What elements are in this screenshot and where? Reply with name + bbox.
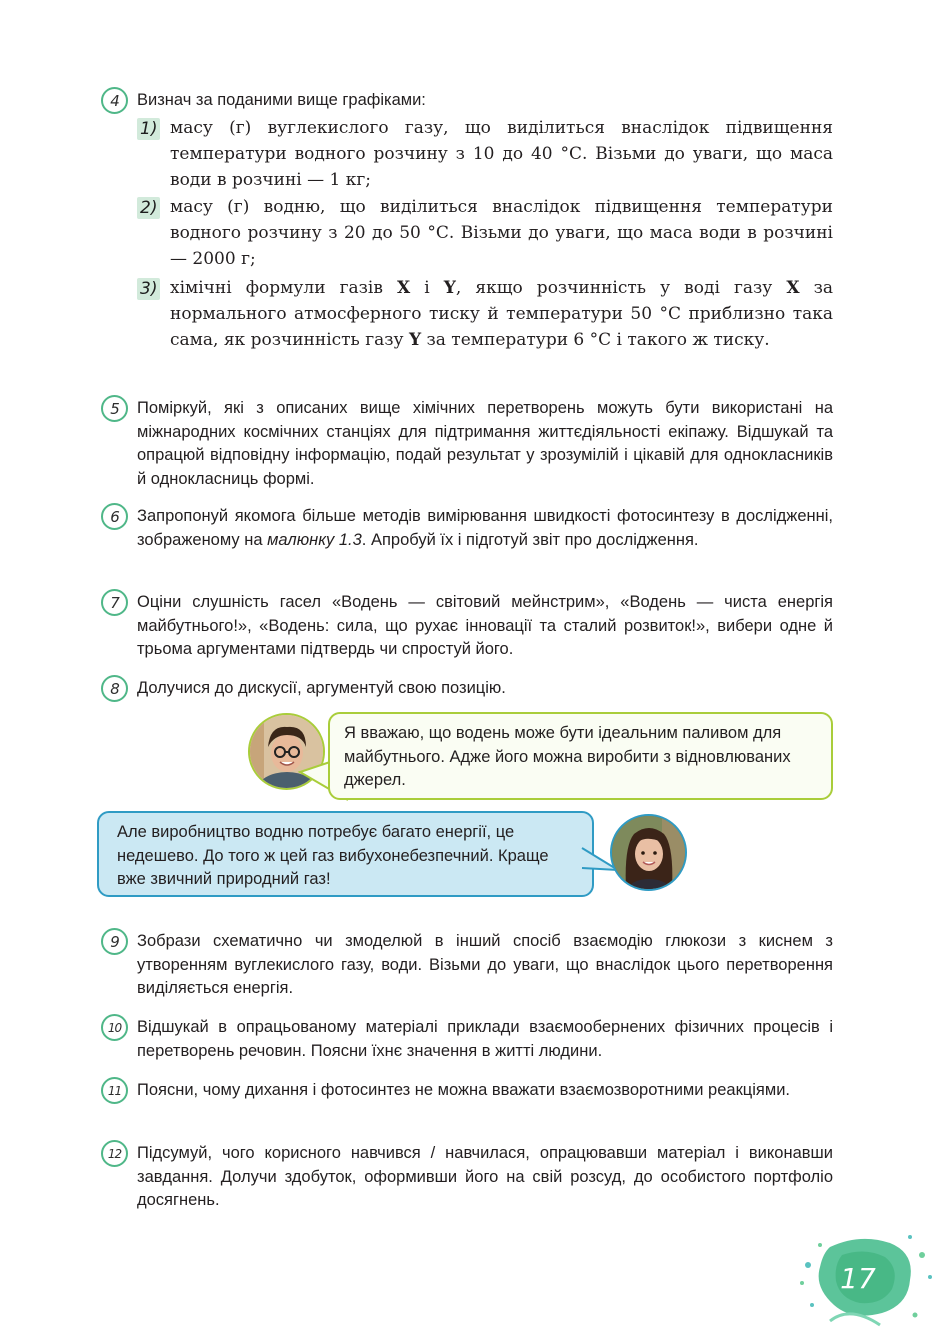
task-number-4: 4 xyxy=(101,87,128,114)
subtask-3-part: і xyxy=(410,278,444,298)
girl-avatar xyxy=(610,814,687,891)
subtask-1-text: масу (г) вуглекислого газу, що виділиться внаслідок підвищення температури водного розчину з 10 до 40 °С. Візьми до уваги, що маса води в розчині — 1 кг; xyxy=(170,118,833,190)
task-number-7: 7 xyxy=(101,589,128,616)
girl-portrait-icon xyxy=(612,816,685,889)
subtask-2-label: 2) xyxy=(137,197,160,219)
subtask-1-label: 1) xyxy=(137,118,160,140)
boy-speech-bubble: Я вважаю, що водень може бути ідеальним паливом для майбутнього. Адже його можна виробити з відновлюваних джерел. xyxy=(328,712,833,800)
subtask-2-text: масу (г) водню, що виділиться внаслідок підвищення температури водного розчину з 20 до 50 °С. Візьми до уваги, що маса води в розчині — 2000 г; xyxy=(170,197,833,269)
task-8-text: Долучися до дискусії, аргументуй свою позицію. xyxy=(137,679,506,697)
task-12-text: Підсумуй, чого корисного навчився / навчилася, опрацювавши матеріал і виконавши завдання. Долучи здобуток, оформивши його на свій розсуд, до особистого портфоліо досягнень. xyxy=(137,1144,833,1209)
gas-y: Y xyxy=(443,278,456,298)
subtask-3-label: 3) xyxy=(137,278,160,300)
gas-y: Y xyxy=(408,330,422,350)
task-number-5: 5 xyxy=(101,395,128,422)
task-number-11: 11 xyxy=(101,1077,128,1104)
subtask-3-part: за температури 6 °С і такого ж тиску. xyxy=(421,330,770,350)
task-11-text: Поясни, чому дихання і фотосинтез не можна вважати взаємозворотними реакціями. xyxy=(137,1081,790,1099)
task-10-text: Відшукай в опрацьованому матеріалі приклади взаємообернених фізичних процесів і перетворень речовин. Поясни їхнє значення в житті людини. xyxy=(137,1018,833,1060)
task-number-12: 12 xyxy=(101,1140,128,1167)
task-4-text: Визнач за поданими вище графіками: xyxy=(137,91,426,109)
subtask-3-part: хімічні формули газів xyxy=(170,278,397,298)
task-number-10: 10 xyxy=(101,1014,128,1041)
page-number: 17 xyxy=(840,1261,876,1295)
figure-reference: малюнку 1.3 xyxy=(267,530,362,549)
task-number-8: 8 xyxy=(101,675,128,702)
gas-x: X xyxy=(786,278,800,298)
task-6-text xyxy=(137,505,833,552)
girl-speech-bubble: Але виробництво водню потребує багато енергії, це недешево. До того ж цей газ вибухонебезпечний. Краще вже звичний природний газ! xyxy=(97,811,594,897)
task-6-part: . Апробуй їх і підготуй звіт про дослідження. xyxy=(361,530,699,549)
task-9-text: Зобрази схематично чи змоделюй в інший спосіб взаємодію глюкози з киснем з утворенням вуглекислого газу, води. Візьми до уваги, що внаслідок цього перетворення виділяється енергія. xyxy=(137,932,833,997)
subtask-3-part: , якщо розчинність у воді газу xyxy=(455,278,787,298)
task-7-text: Оціни слушність гасел «Водень — світовий мейнстрим», «Водень — чиста енергія майбутнього!», «Водень: сила, що рухає інновації та сталий розвиток!», вибери одне й трьома аргументами підтвердь чи спростуй його. xyxy=(137,593,833,658)
gas-x: X xyxy=(396,278,411,298)
task-number-9: 9 xyxy=(101,928,128,955)
subtask-3-text xyxy=(170,275,833,353)
task-5-text: Поміркуй, які з описаних вище хімічних перетворень можуть бути використані на міжнародних космічних станціях для підтримання життєдіяльності екіпажу. Відшукай та опрацюй відповідну інформацію, подай результат у зрозумілій і цікавій для однокласників й однокласниць формі. xyxy=(137,399,833,488)
task-number-6: 6 xyxy=(101,503,128,530)
task-6-part: Запропонуй якомога більше методів вимірювання швидкості фотосинтезу в дослідженні, зображеному на xyxy=(137,507,833,549)
subtask-3-part: за нормального атмосферного тиску й температури 50 °С приблизно така сама, як розчинність газу xyxy=(170,278,833,350)
